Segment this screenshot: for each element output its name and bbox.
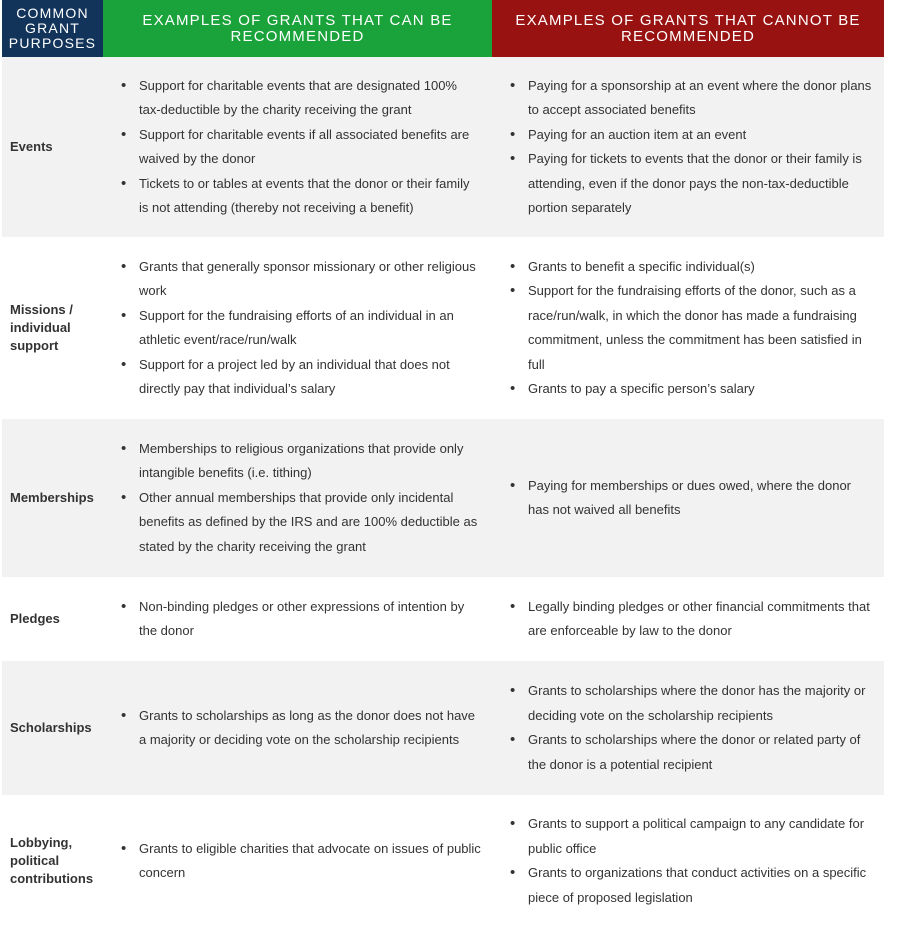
table-row-scholarships	[2, 661, 884, 795]
list-item: • Other annual memberships that provide only incidental benefits as defined by the IRS and are 100% deductible as stated by the charity receiving the grant	[139, 486, 482, 560]
list-item: • Grants to scholarships where the donor or related party of the donor is a potential recipient	[528, 728, 874, 777]
header-can-be-recommended: EXAMPLES OF GRANTS THAT CAN BE RECOMMENDED	[103, 0, 492, 57]
list-item: • Legally binding pledges or other financial commitments that are enforceable by law to the donor	[528, 595, 874, 644]
can-list	[103, 595, 482, 644]
table-row-missions	[2, 237, 884, 419]
purpose-label: Scholarships	[2, 661, 103, 795]
list-item: • Grants to organizations that conduct activities on a specific piece of proposed legislation	[528, 861, 874, 910]
can-cell	[103, 577, 492, 661]
table-row-pledges	[2, 577, 884, 661]
can-cell	[103, 237, 492, 419]
purpose-label: Pledges	[2, 577, 103, 661]
can-cell	[103, 795, 492, 927]
can-cell	[103, 419, 492, 577]
list-item: • Support for the fundraising efforts of the donor, such as a race/run/walk, in which the donor has made a fundraising commitment, unless the commitment has been satisfied in full	[528, 279, 874, 377]
cannot-list	[492, 595, 874, 644]
grant-purposes-table	[2, 0, 884, 927]
can-list	[103, 837, 482, 886]
cannot-cell	[492, 661, 884, 795]
list-item: • Support for charitable events if all associated benefits are waived by the donor	[139, 123, 482, 172]
cannot-list	[492, 474, 874, 523]
table-row-events	[2, 57, 884, 237]
cannot-list	[492, 74, 874, 221]
cannot-list	[492, 679, 874, 777]
cannot-list	[492, 812, 874, 910]
cannot-cell	[492, 57, 884, 237]
list-item: • Grants to scholarships where the donor has the majority or deciding vote on the scholarship recipients	[528, 679, 874, 728]
list-item: • Support for a project led by an individual that does not directly pay that individual’s salary	[139, 353, 482, 402]
can-list	[103, 437, 482, 560]
table-row-memberships	[2, 419, 884, 577]
cannot-cell	[492, 577, 884, 661]
list-item: • Support for charitable events that are designated 100% tax-deductible by the charity receiving the grant	[139, 74, 482, 123]
list-item: • Paying for tickets to events that the donor or their family is attending, even if the donor pays the non-tax-deductible portion separately	[528, 147, 874, 221]
can-cell	[103, 57, 492, 237]
can-list	[103, 74, 482, 221]
list-item: • Paying for a sponsorship at an event where the donor plans to accept associated benefits	[528, 74, 874, 123]
cannot-cell	[492, 237, 884, 419]
purpose-label: Missions / individual support	[2, 237, 103, 419]
header-common-grant-purposes: COMMON GRANT PURPOSES	[2, 0, 103, 57]
list-item: • Non-binding pledges or other expressions of intention by the donor	[139, 595, 482, 644]
purpose-label: Lobbying, political contributions	[2, 795, 103, 927]
list-item: • Support for the fundraising efforts of an individual in an athletic event/race/run/walk	[139, 304, 482, 353]
list-item: • Grants that generally sponsor missionary or other religious work	[139, 255, 482, 304]
can-list	[103, 704, 482, 753]
list-item: • Paying for memberships or dues owed, where the donor has not waived all benefits	[528, 474, 874, 523]
list-item: • Grants to pay a specific person’s salary	[528, 377, 874, 402]
header-cannot-be-recommended: EXAMPLES OF GRANTS THAT CANNOT BE RECOMMENDED	[492, 0, 884, 57]
list-item: • Grants to eligible charities that advocate on issues of public concern	[139, 837, 482, 886]
cannot-list	[492, 255, 874, 402]
purpose-label: Memberships	[2, 419, 103, 577]
list-item: • Grants to benefit a specific individual(s)	[528, 255, 874, 280]
list-item: • Tickets to or tables at events that the donor or their family is not attending (thereby not receiving a benefit)	[139, 172, 482, 221]
table-row-lobbying	[2, 795, 884, 927]
table-header-row	[2, 0, 884, 57]
cannot-cell	[492, 419, 884, 577]
cannot-cell	[492, 795, 884, 927]
list-item: • Paying for an auction item at an event	[528, 123, 874, 148]
list-item: • Grants to scholarships as long as the donor does not have a majority or deciding vote on the scholarship recipients	[139, 704, 482, 753]
can-list	[103, 255, 482, 402]
can-cell	[103, 661, 492, 795]
list-item: • Grants to support a political campaign to any candidate for public office	[528, 812, 874, 861]
list-item: • Memberships to religious organizations that provide only intangible benefits (i.e. tithing)	[139, 437, 482, 486]
purpose-label: Events	[2, 57, 103, 237]
